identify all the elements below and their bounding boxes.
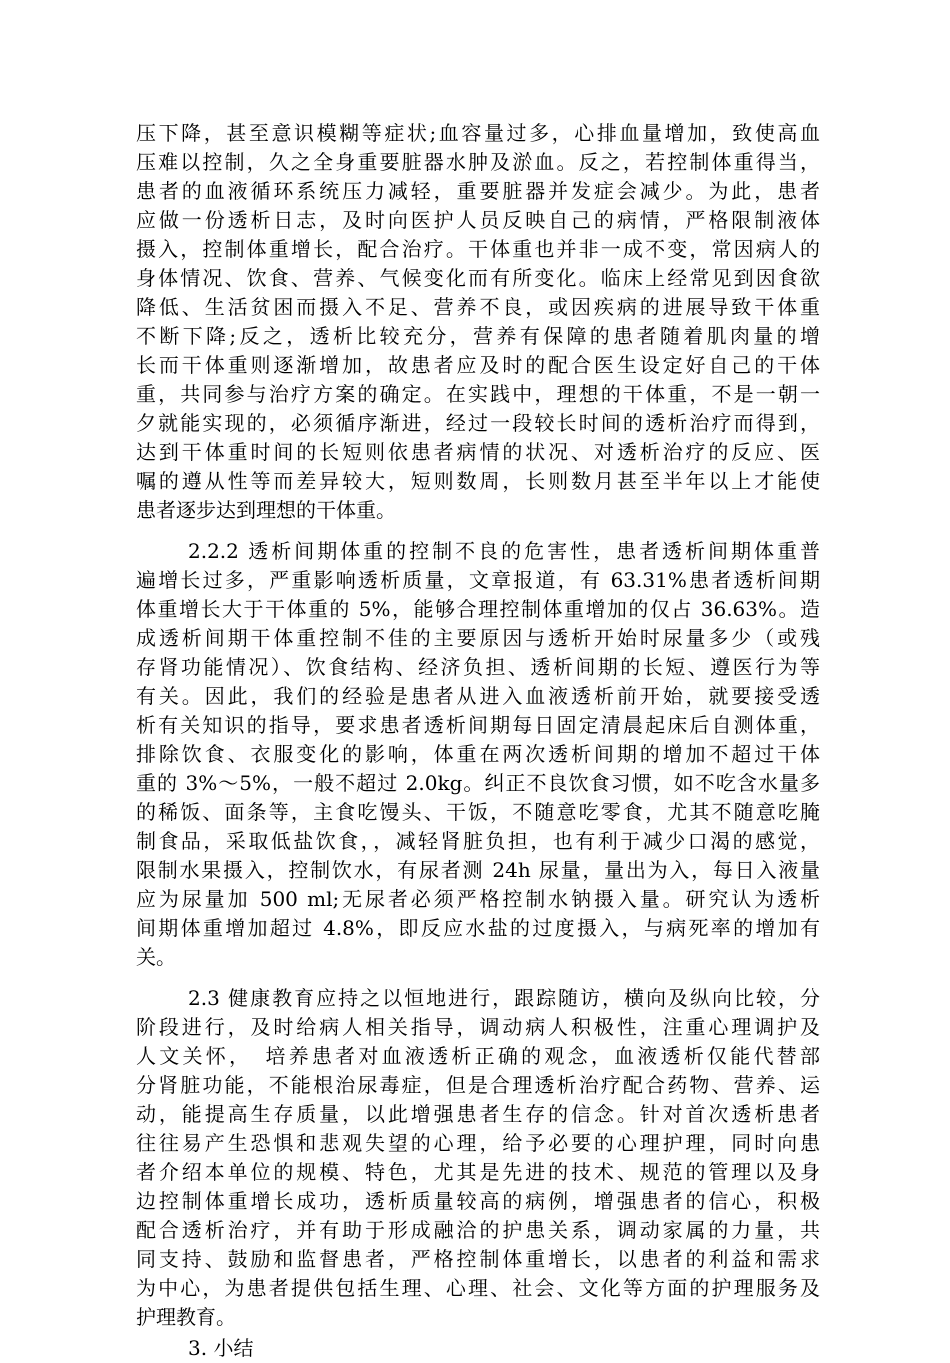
section-heading: 3. 小结 bbox=[188, 1336, 254, 1360]
paragraph-2-3 bbox=[136, 984, 820, 1332]
text-line: 夕就能实现的，必须循序渐进，经过一段较长时间的透析治疗而得到， bbox=[136, 411, 820, 435]
text-line: 压下降，甚至意识模糊等症状;血容量过多，心排血量增加，致使高血 bbox=[136, 121, 820, 145]
text-line: 护理教育。 bbox=[136, 1305, 236, 1329]
document-page bbox=[136, 119, 820, 1363]
text-line: 2.2.2 透析间期体重的控制不良的危害性，患者透析间期体重普 bbox=[188, 539, 820, 563]
text-line: 不断下降;反之，透析比较充分，营养有保障的患者随着肌肉量的增 bbox=[136, 324, 820, 348]
text-line: 制食品，采取低盐饮食，，减轻肾脏负担，也有利于减少口渴的感觉， bbox=[136, 829, 820, 853]
text-line: 压难以控制，久之全身重要脏器水肿及淤血。反之，若控制体重得当， bbox=[136, 150, 820, 174]
text-line: 同支持、鼓励和监督患者，严格控制体重增长，以患者的利益和需求 bbox=[136, 1247, 820, 1271]
text-line: 有关。因此，我们的经验是患者从进入血液透析前开始，就要接受透 bbox=[136, 684, 820, 708]
text-line: 析有关知识的指导，要求患者透析间期每日固定清晨起床后自测体重， bbox=[136, 713, 820, 737]
text-line: 2.3 健康教育应持之以恒地进行，跟踪随访，横向及纵向比较，分 bbox=[188, 986, 820, 1010]
text-line: 重的 3%～5%，一般不超过 2.0kg。纠正不良饮食习惯，如不吃含水量多 bbox=[136, 771, 820, 795]
text-line: 降低、生活贫困而摄入不足、营养不良，或因疾病的进展导致干体重 bbox=[136, 295, 820, 319]
text-line: 摄入，控制体重增长，配合治疗。干体重也并非一成不变，常因病人的 bbox=[136, 237, 820, 261]
text-line: 者介绍本单位的规模、特色，尤其是先进的技术、规范的管理以及身 bbox=[136, 1160, 820, 1184]
paragraph-dry-weight bbox=[136, 119, 820, 525]
text-line: 配合透析治疗，并有助于形成融洽的护患关系，调动家属的力量，共 bbox=[136, 1218, 820, 1242]
section-heading-summary bbox=[136, 1334, 820, 1363]
text-line: 间期体重增加超过 4.8%，即反应水盐的过度摄入，与病死率的增加有 bbox=[136, 916, 820, 940]
text-line: 分肾脏功能，不能根治尿毒症，但是合理透析治疗配合药物、营养、运 bbox=[136, 1073, 820, 1097]
text-line: 排除饮食、衣服变化的影响，体重在两次透析间期的增加不超过干体 bbox=[136, 742, 820, 766]
text-line: 为中心，为患者提供包括生理、心理、社会、文化等方面的护理服务及 bbox=[136, 1276, 820, 1300]
text-line: 遍增长过多，严重影响透析质量，文章报道，有 63.31%患者透析间期 bbox=[136, 568, 820, 592]
text-line: 体重增长大于干体重的 5%，能够合理控制体重增加的仅占 36.63%。造 bbox=[136, 597, 820, 621]
text-line: 应做一份透析日志，及时向医护人员反映自己的病情，严格限制液体 bbox=[136, 208, 820, 232]
text-line: 患者逐步达到理想的干体重。 bbox=[136, 498, 396, 522]
text-line: 往往易产生恐惧和悲观失望的心理，给予必要的心理护理，同时向患 bbox=[136, 1131, 820, 1155]
text-line: 的稀饭、面条等，主食吃馒头、干饭，不随意吃零食，尤其不随意吃腌 bbox=[136, 800, 820, 824]
text-line: 达到干体重时间的长短则依患者病情的状况、对透析治疗的反应、医 bbox=[136, 440, 820, 464]
text-line: 阶段进行，及时给病人相关指导，调动病人积极性，注重心理调护及 bbox=[136, 1015, 820, 1039]
text-line: 成透析间期干体重控制不佳的主要原因与透析开始时尿量多少（或残 bbox=[136, 626, 820, 650]
text-line: 动，能提高生存质量，以此增强患者生存的信念。针对首次透析患者 bbox=[136, 1102, 820, 1126]
text-line: 长而干体重则逐渐增加，故患者应及时的配合医生设定好自己的干体 bbox=[136, 353, 820, 377]
text-line: 重，共同参与治疗方案的确定。在实践中，理想的干体重，不是一朝一 bbox=[136, 382, 820, 406]
paragraph-2-2-2 bbox=[136, 537, 820, 972]
text-line: 嘱的遵从性等而差异较大，短则数周，长则数月甚至半年以上才能使 bbox=[136, 469, 820, 493]
text-line: 人文关怀， 培养患者对血液透析正确的观念，血液透析仅能代替部 bbox=[136, 1044, 820, 1068]
text-line: 关。 bbox=[136, 945, 176, 969]
text-line: 存肾功能情况）、饮食结构、经济负担、透析间期的长短、遵医行为等 bbox=[136, 655, 820, 679]
text-line: 边控制体重增长成功，透析质量较高的病例，增强患者的信心，积极 bbox=[136, 1189, 820, 1213]
text-line: 患者的血液循环系统压力减轻，重要脏器并发症会减少。为此，患者 bbox=[136, 179, 820, 203]
text-line: 身体情况、饮食、营养、气候变化而有所变化。临床上经常见到因食欲 bbox=[136, 266, 820, 290]
text-line: 限制水果摄入，控制饮水，有尿者测 24h 尿量，量出为入，每日入液量 bbox=[136, 858, 820, 882]
text-line: 应为尿量加 500 ml;无尿者必须严格控制水钠摄入量。研究认为透析 bbox=[136, 887, 820, 911]
